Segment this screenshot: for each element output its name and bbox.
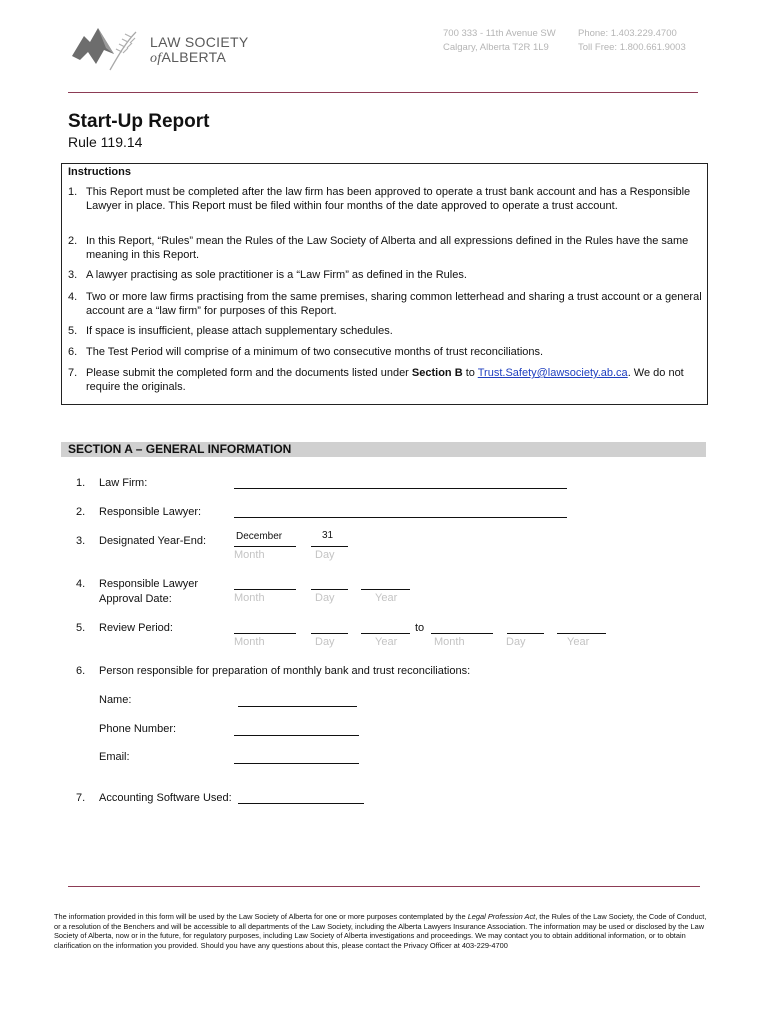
year-end-month-value: December [236,531,283,542]
logo-line-1: LAW SOCIETY [150,34,249,50]
responsible-lawyer-label: Responsible Lawyer: [99,506,202,518]
review-start-year-field[interactable] [361,633,410,634]
q7-number: 7. [76,792,86,804]
name-field[interactable] [238,706,357,707]
privacy-notice: The information provided in this form will be used by the Law Society of Alberta for one or more purposes contemplated by the Legal Profession Act, the Rules of the Law Society, the Code of Conduct, or a resolution of the Benchers and will be accessible to all departments of the Law Society, including the Alberta Lawyers Insurance Association. The information may be used or disclosed by the Law Society of Alberta, now or in the future, for regulatory purposes, including Law Society of Alberta investigations and proceedings. We may contact you to obtain additional information, or to obtain clarification on the information you provided. Should you have any questions about this, please contact the Privacy Officer at 403-229-4700 [54,912,707,950]
phone-line-1: Phone: 1.403.229.4700 [578,28,677,39]
law-firm-field[interactable] [234,488,567,489]
year-hint: Year [375,592,398,604]
approval-month-field[interactable] [234,589,296,590]
email-label: Email: [99,751,130,763]
responsible-lawyer-field[interactable] [234,517,567,518]
q3-number: 3. [76,535,86,547]
email-field[interactable] [234,763,359,764]
page-subtitle: Rule 119.14 [68,134,143,150]
approval-year-field[interactable] [361,589,410,590]
logo-main: ALBERTA [161,49,227,65]
year-hint: Year [567,636,590,648]
instruction-item: 4. Two or more law firms practising from the same premises, sharing common letterhead and sharing a trust account or a general account are a “law firm” for purposes of this Report. [68,291,702,317]
q4-number: 4. [76,578,86,590]
instruction-item: 5. If space is insufficient, please attach supplementary schedules. [68,325,393,337]
review-period-label: Review Period: [99,622,173,634]
q2-number: 2. [76,506,86,518]
review-to-label: to [415,622,425,634]
month-hint: Month [234,636,265,648]
accounting-software-field[interactable] [238,803,364,804]
instructions-box [61,163,708,405]
instruction-item: 2. In this Report, “Rules” mean the Rules of the Law Society of Alberta and all expressions defined in the Rules have the same meaning in this Report. [68,235,689,261]
year-end-month-field[interactable] [234,546,296,547]
address-line-1: 700 333 - 11th Avenue SW [443,28,556,39]
section-b-ref: Section B [411,367,463,379]
day-hint: Day [506,636,526,648]
day-hint: Day [315,549,335,561]
review-end-day-field[interactable] [507,633,544,634]
month-hint: Month [434,636,465,648]
approval-date-label-2: Approval Date: [99,593,172,605]
phone-number-field[interactable] [234,735,359,736]
name-label: Name: [99,694,132,706]
year-end-label: Designated Year-End: [99,535,207,547]
instruction-item: 3. A lawyer practising as sole practitioner is a “Law Firm” as defined in the Rules. [68,269,467,281]
address-line-2: Calgary, Alberta T2R 1L9 [443,42,549,53]
year-end-day-value: 31 [322,530,334,541]
logo [70,26,250,74]
instruction-item: 6. The Test Period will comprise of a minimum of two consecutive months of trust reconciliations. [68,346,544,358]
year-hint: Year [375,636,398,648]
month-hint: Month [234,592,265,604]
approval-date-label-1: Responsible Lawyer [99,578,199,590]
year-end-day-field[interactable] [311,546,348,547]
section-a-heading: SECTION A – GENERAL INFORMATION [61,442,706,457]
accounting-software-label: Accounting Software Used: [99,792,232,804]
instruction-item: 1. This Report must be completed after the law firm has been approved to operate a trust bank account and has a Responsible Lawyer in place. This Report must be filed within four months of the date approved to operate a trust account. [68,186,691,212]
page-title: Start-Up Report [68,111,210,132]
law-firm-label: Law Firm: [99,477,148,489]
instructions-heading: Instructions [68,166,131,178]
review-start-month-field[interactable] [234,633,296,634]
day-hint: Day [315,636,335,648]
q6-number: 6. [76,665,86,677]
review-start-day-field[interactable] [311,633,348,634]
phone-number-label: Phone Number: [99,723,177,735]
review-end-month-field[interactable] [431,633,493,634]
approval-day-field[interactable] [311,589,348,590]
logo-line-2 [150,50,226,66]
header-divider [68,92,698,93]
phone-line-2: Toll Free: 1.800.661.9003 [578,42,686,53]
q5-number: 5. [76,622,86,634]
phone-block [578,27,686,55]
mountain-logo-icon [70,26,150,74]
logo-prefix: of [150,51,162,66]
address-block [443,27,556,55]
q1-number: 1. [76,477,86,489]
footer-divider [68,886,700,887]
review-end-year-field[interactable] [557,633,606,634]
instruction-item-7: 7. Please submit the completed form and the documents listed under Section B to Trust.Safety@lawsociety.ab.ca. We do not require the originals. [68,367,684,393]
legal-profession-act: Legal Profession Act [467,912,536,921]
trust-safety-email-link[interactable]: Trust.Safety@lawsociety.ab.ca [477,367,628,379]
reconciliation-person-label: Person responsible for preparation of monthly bank and trust reconciliations: [99,665,471,677]
day-hint: Day [315,592,335,604]
month-hint: Month [234,549,265,561]
